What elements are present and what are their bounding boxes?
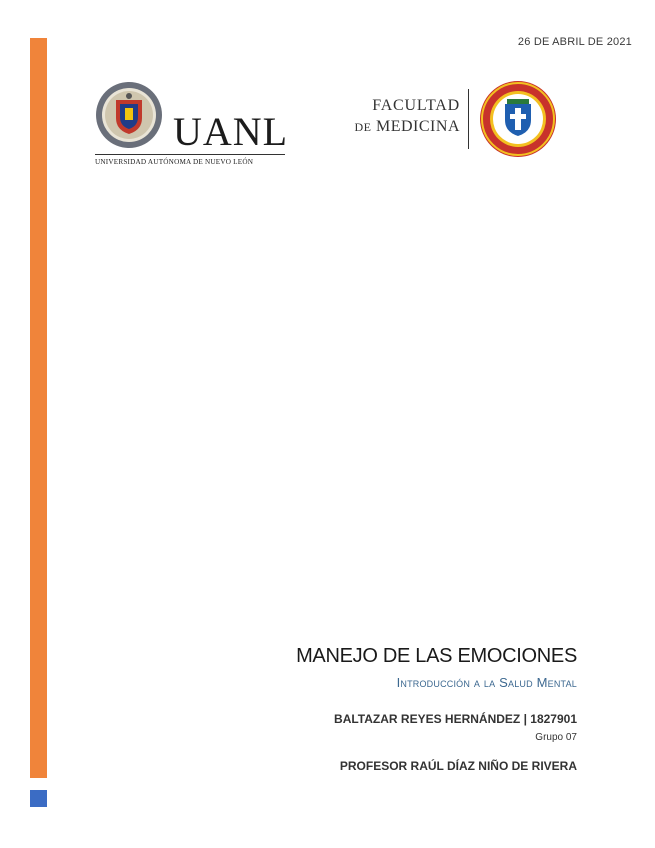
student-name-id: BALTAZAR REYES HERNÁNDEZ | 1827901 [334,712,577,726]
blue-accent-square [30,790,47,807]
facultad-label: FACULTAD [372,97,460,114]
orange-accent-bar [30,38,47,778]
medicina-seal-icon [474,80,562,158]
medicina-prefix: DE [354,120,372,134]
document-date: 26 DE ABRIL DE 2021 [517,36,632,48]
uanl-divider [95,154,285,155]
medicina-label [340,118,460,136]
document-subtitle: Introducción a la Salud Mental [396,675,577,690]
professor-name: PROFESOR RAÚL DÍAZ NIÑO DE RIVERA [339,759,577,773]
uanl-subtitle: UNIVERSIDAD AUTÓNOMA DE NUEVO LEÓN [95,158,254,166]
group-label: Grupo 07 [535,732,577,743]
uanl-wordmark: UANL [173,109,289,154]
document-title: MANEJO DE LAS EMOCIONES [296,645,577,667]
facultad-divider [468,89,469,149]
medicina-word: MEDICINA [376,118,460,135]
